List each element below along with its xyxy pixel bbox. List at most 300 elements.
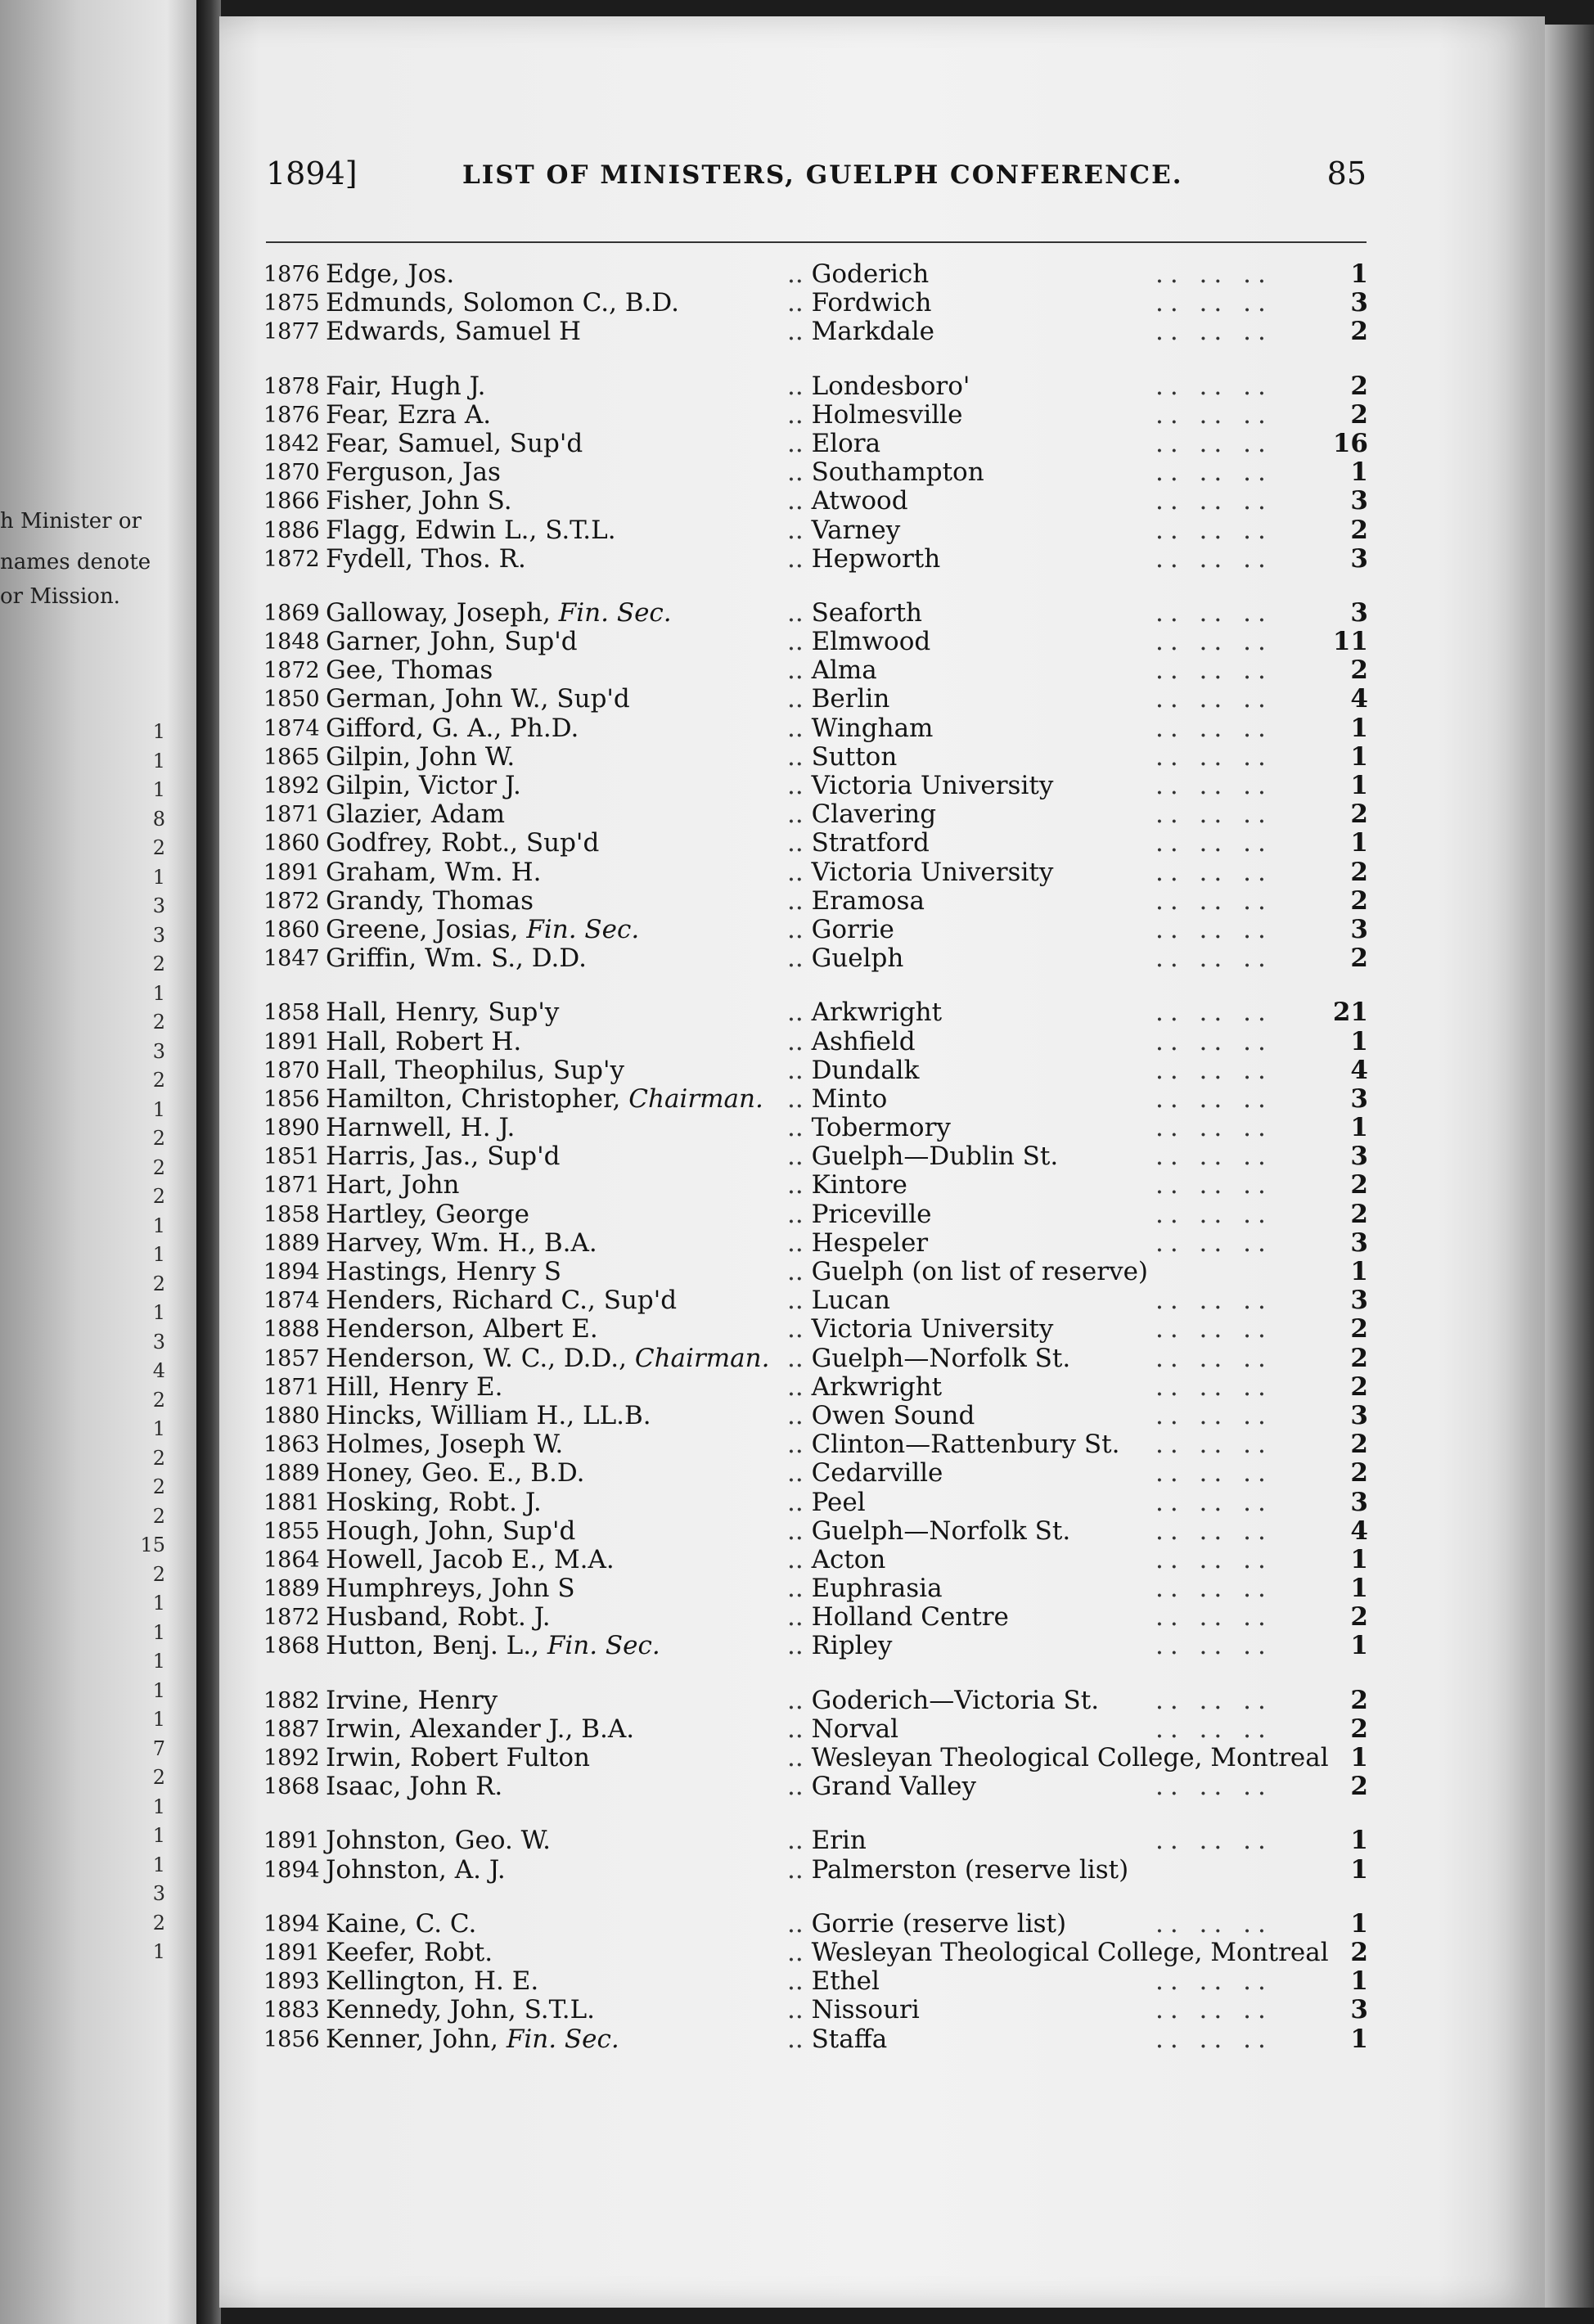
left-page-number: 4 (152, 1359, 165, 1382)
years-count: 1 (1350, 1574, 1368, 1604)
years-count: 1 (1350, 741, 1368, 772)
station: .. Grand Valley (787, 1772, 976, 1801)
left-page-fragment (0, 0, 196, 2324)
page-edge (1545, 25, 1594, 2308)
dot-leader: .. .. .. (1155, 515, 1272, 545)
entry-year: 1878 (263, 373, 320, 399)
entry-year: 1892 (263, 1745, 320, 1771)
minister-name-text: Humphreys, John S (326, 1574, 575, 1604)
station: .. Kintore (787, 1171, 907, 1200)
years-count: 2 (1350, 1343, 1368, 1373)
minister-name (326, 1772, 502, 1801)
entry-year: 1887 (263, 1716, 320, 1742)
page-title: LIST OF MINISTERS, GUELPH CONFERENCE. (462, 160, 1183, 190)
years-count: 1 (1350, 1966, 1368, 1997)
minister-entry (263, 1632, 1368, 1660)
dot-leader: .. .. .. (1155, 597, 1272, 628)
entry-year: 1894 (263, 1857, 320, 1883)
years-count: 2 (1350, 1714, 1368, 1744)
years-count: 2 (1350, 1170, 1368, 1200)
minister-name-text: Hutton, Benj. L., (326, 1631, 539, 1661)
entry-year: 1870 (263, 460, 320, 486)
entry-year: 1874 (263, 1288, 320, 1314)
dot-leader: .. .. .. (1155, 399, 1272, 430)
minister-entry (263, 1996, 1368, 2024)
dot-leader: .. .. .. (1155, 1966, 1272, 1997)
entry-year: 1891 (263, 859, 320, 885)
minister-entry (263, 858, 1368, 887)
minister-name (326, 487, 512, 516)
minister-name (326, 1344, 769, 1373)
minister-entry (263, 1373, 1368, 1402)
minister-name-text: Flagg, Edwin L., S.T.L. (326, 515, 616, 545)
minister-name-text: Graham, Wm. H. (326, 857, 542, 887)
station: .. Ripley (787, 1632, 892, 1660)
left-page-number: 1 (152, 1708, 165, 1731)
station: .. Elora (787, 430, 880, 458)
left-page-number: 2 (152, 1069, 165, 1092)
station: .. Southampton (787, 458, 984, 487)
years-count: 2 (1350, 944, 1368, 974)
minister-entry (263, 1200, 1368, 1229)
minister-entry (263, 1085, 1368, 1114)
dot-leader: .. .. .. (1155, 1083, 1272, 1114)
dot-leader: .. .. .. (1155, 317, 1272, 347)
station: .. Ashfield (787, 1028, 916, 1056)
entry-year: 1874 (263, 715, 320, 741)
left-page-number: 2 (152, 1911, 165, 1934)
minister-name-text: Ferguson, Jas (326, 457, 501, 488)
minister-name-text: Galloway, Joseph, (326, 597, 551, 628)
minister-entry (263, 1772, 1368, 1801)
office-note: Fin. Sec. (526, 914, 640, 944)
years-count: 1 (1350, 1026, 1368, 1056)
station: .. Cedarville (787, 1459, 943, 1488)
station: .. Gorrie (787, 916, 894, 944)
entry-year: 1891 (263, 1939, 320, 1966)
years-count: 1 (1350, 2024, 1368, 2054)
minister-entry (263, 1856, 1368, 1885)
minister-name (326, 516, 616, 545)
dot-leader: .. .. .. (1155, 1602, 1272, 1633)
minister-name-text: Kennedy, John, S.T.L. (326, 1995, 596, 2025)
entry-year: 1870 (263, 1057, 320, 1083)
station: .. Berlin (787, 685, 889, 714)
station: .. Arkwright (787, 1373, 942, 1402)
dot-leader: .. .. .. (1155, 1142, 1272, 1172)
minister-entry (263, 829, 1368, 858)
office-note: Chairman. (634, 1343, 770, 1373)
minister-name-text: Henders, Richard C., Sup'd (326, 1286, 678, 1316)
station: .. Guelph—Norfolk St. (787, 1517, 1070, 1546)
minister-entry (263, 916, 1368, 944)
dot-leader: .. .. .. (1155, 1055, 1272, 1085)
years-count: 1 (1350, 1908, 1368, 1939)
office-note: Fin. Sec. (506, 2024, 619, 2054)
entry-year: 1856 (263, 2026, 320, 2052)
entry-year: 1891 (263, 1828, 320, 1854)
dot-leader: .. .. .. (1155, 944, 1272, 974)
entry-year: 1856 (263, 1086, 320, 1112)
entry-year: 1891 (263, 1029, 320, 1055)
minister-name (326, 1085, 763, 1114)
left-page-number: 1 (152, 1592, 165, 1615)
entry-year: 1890 (263, 1115, 320, 1142)
minister-entry (263, 887, 1368, 916)
station: .. Gorrie (reserve list) (787, 1910, 1066, 1939)
left-page-number: 1 (152, 1243, 165, 1266)
years-count: 21 (1332, 998, 1368, 1028)
dot-leader: .. .. .. (1155, 627, 1272, 657)
minister-name-text: Harris, Jas., Sup'd (326, 1142, 561, 1172)
left-page-number: 1 (152, 749, 165, 772)
minister-name-text: Holmes, Joseph W. (326, 1430, 564, 1460)
years-count: 2 (1350, 1602, 1368, 1633)
minister-name (326, 829, 599, 858)
minister-entry (263, 1315, 1368, 1344)
years-count: 3 (1350, 288, 1368, 318)
station: .. Elmwood (787, 628, 930, 656)
minister-name-text: Glazier, Adam (326, 799, 505, 830)
dot-leader: .. .. .. (1155, 799, 1272, 830)
minister-entry (263, 1967, 1368, 1996)
minister-name-text: Hartley, George (326, 1199, 529, 1229)
minister-name (326, 1056, 624, 1085)
dot-leader: .. .. .. (1155, 1631, 1272, 1661)
left-page-number: 3 (152, 1330, 165, 1353)
entry-year: 1883 (263, 1997, 320, 2024)
minister-name (326, 1114, 515, 1142)
minister-name (326, 772, 521, 800)
minister-name (326, 1939, 493, 1967)
entry-year: 1876 (263, 262, 320, 287)
station: .. Tobermory (787, 1114, 951, 1142)
minister-name (326, 430, 583, 458)
minister-name (326, 1258, 561, 1286)
entry-year: 1871 (263, 1374, 320, 1400)
dot-leader: .. .. .. (1155, 713, 1272, 743)
years-count: 3 (1350, 1142, 1368, 1172)
years-count: 3 (1350, 1487, 1368, 1517)
years-count: 4 (1350, 1055, 1368, 1085)
minister-name-text: Irwin, Alexander J., B.A. (326, 1714, 635, 1744)
minister-entry (263, 1517, 1368, 1546)
entry-year: 1858 (263, 1000, 320, 1026)
dot-leader: .. .. .. (1155, 914, 1272, 944)
station: .. Clavering (787, 800, 936, 829)
entry-year: 1872 (263, 888, 320, 914)
minister-name (326, 1715, 634, 1744)
minister-name (326, 1517, 575, 1546)
minister-name (326, 2025, 619, 2054)
left-page-number: 2 (152, 1155, 165, 1179)
minister-entry (263, 656, 1368, 685)
station: .. Goderich (787, 260, 929, 289)
years-count: 3 (1350, 1227, 1368, 1258)
left-page-number: 3 (152, 894, 165, 917)
entry-year: 1868 (263, 1774, 320, 1800)
minister-entry (263, 545, 1368, 574)
minister-name (326, 1286, 677, 1315)
minister-name-text: Husband, Robt. J. (326, 1602, 551, 1633)
years-count: 3 (1350, 543, 1368, 574)
minister-name (326, 1574, 575, 1603)
minister-name-text: Edwards, Samuel H (326, 317, 581, 347)
station: .. Acton (787, 1546, 885, 1574)
left-page-number: 3 (152, 1039, 165, 1063)
office-note: Chairman. (628, 1083, 763, 1114)
station: .. Priceville (787, 1200, 931, 1229)
minister-name-text: Hosking, Robt. J. (326, 1487, 542, 1517)
minister-entry (263, 1344, 1368, 1373)
minister-entry (263, 1744, 1368, 1772)
entry-year: 1875 (263, 290, 320, 317)
dot-leader: .. .. .. (1155, 486, 1272, 516)
station: .. Guelph (787, 944, 903, 973)
left-page-number: 2 (152, 1185, 165, 1208)
years-count: 2 (1350, 1371, 1368, 1402)
minister-name-text: Harvey, Wm. H., B.A. (326, 1227, 597, 1258)
station: .. Varney (787, 516, 900, 545)
years-count: 2 (1350, 317, 1368, 347)
minister-entry (263, 685, 1368, 714)
dot-leader: .. .. .. (1155, 885, 1272, 916)
dot-leader: .. .. .. (1155, 1544, 1272, 1574)
minister-name (326, 1489, 542, 1517)
minister-name (326, 1028, 521, 1056)
station: .. Staffa (787, 2025, 887, 2054)
book-gutter (196, 0, 221, 2324)
dot-leader: .. .. .. (1155, 2024, 1272, 2054)
dot-leader: .. .. .. (1155, 259, 1272, 289)
dot-leader: .. .. .. (1155, 1371, 1272, 1402)
dot-leader: .. .. .. (1155, 1314, 1272, 1344)
minister-name-text: Godfrey, Robt., Sup'd (326, 828, 600, 858)
entry-year: 1860 (263, 917, 320, 943)
station: .. Atwood (787, 487, 908, 516)
minister-name-text: Irvine, Henry (326, 1685, 498, 1715)
minister-name (326, 1826, 551, 1855)
minister-name-text: Kellington, H. E. (326, 1966, 539, 1997)
minister-entry (263, 458, 1368, 487)
minister-name (326, 1459, 584, 1488)
station: .. Goderich—Victoria St. (787, 1687, 1099, 1715)
minister-name-text: Grandy, Thomas (326, 885, 534, 916)
years-count: 1 (1350, 828, 1368, 858)
dot-leader: .. .. .. (1155, 828, 1272, 858)
minister-name (326, 1603, 551, 1632)
minister-entry (263, 1258, 1368, 1286)
entry-year: 1877 (263, 319, 320, 345)
minister-name-text: Gilpin, Victor J. (326, 771, 521, 800)
station: .. Wesleyan Theological College, Montreal (787, 1744, 1329, 1772)
minister-name-text: Griffin, Wm. S., D.D. (326, 944, 587, 974)
years-count: 3 (1350, 914, 1368, 944)
minister-name-text: Irwin, Robert Fulton (326, 1743, 590, 1772)
dot-leader: .. .. .. (1155, 1458, 1272, 1489)
minister-entry (263, 2025, 1368, 2054)
years-count: 1 (1350, 1743, 1368, 1772)
entry-year: 1871 (263, 802, 320, 828)
dot-leader: .. .. .. (1155, 1227, 1272, 1258)
minister-name (326, 1171, 460, 1200)
minister-name (326, 998, 559, 1027)
minister-name-text: Harnwell, H. J. (326, 1113, 516, 1143)
station: .. Victoria University (787, 1315, 1053, 1344)
minister-name-text: Fear, Samuel, Sup'd (326, 428, 583, 458)
years-count: 2 (1350, 1937, 1368, 1967)
entry-year: 1847 (263, 946, 320, 972)
dot-leader: .. .. .. (1155, 1400, 1272, 1430)
station: .. Clinton—Rattenbury St. (787, 1430, 1119, 1459)
left-page-number: 1 (152, 1620, 165, 1644)
dot-leader: .. .. .. (1155, 1685, 1272, 1715)
minister-entry (263, 260, 1368, 289)
station: .. Dundalk (787, 1056, 919, 1085)
minister-name-text: Isaac, John R. (326, 1772, 503, 1802)
minister-name (326, 458, 501, 487)
minister-entry (263, 1056, 1368, 1085)
left-page-text: names denote (0, 550, 151, 574)
left-page-number: 2 (152, 1127, 165, 1150)
dot-leader: .. .. .. (1155, 684, 1272, 714)
minister-entry (263, 944, 1368, 973)
minister-name (326, 887, 534, 916)
left-page-number: 1 (152, 720, 165, 743)
entry-year: 1881 (263, 1489, 320, 1516)
years-count: 2 (1350, 1772, 1368, 1802)
office-note: Fin. Sec. (558, 597, 672, 628)
left-page-text: or Mission. (0, 584, 120, 609)
years-count: 2 (1350, 399, 1368, 430)
minister-entry (263, 1826, 1368, 1855)
station: .. Holmesville (787, 401, 962, 430)
left-page-number: 1 (152, 1417, 165, 1440)
left-page-number: 2 (152, 1388, 165, 1412)
minister-name-text: Fear, Ezra A. (326, 399, 492, 430)
minister-entry (263, 487, 1368, 516)
page-number: 85 (1326, 155, 1367, 191)
station: .. Sutton (787, 743, 897, 772)
dot-leader: .. .. .. (1155, 543, 1272, 574)
station: .. Euphrasia (787, 1574, 943, 1603)
station: .. Peel (787, 1489, 866, 1517)
minister-entry (263, 1603, 1368, 1632)
entry-year: 1864 (263, 1547, 320, 1573)
entry-year: 1865 (263, 744, 320, 770)
left-page-number: 8 (152, 807, 165, 831)
entry-year: 1886 (263, 517, 320, 543)
entry-year: 1851 (263, 1144, 320, 1170)
minister-name (326, 1967, 538, 1996)
entry-year: 1872 (263, 658, 320, 684)
minister-name-text: German, John W., Sup'd (326, 684, 630, 714)
minister-name-text: Gifford, G. A., Ph.D. (326, 713, 579, 743)
minister-name-text: Hincks, William H., LL.B. (326, 1400, 651, 1430)
entry-year: 1869 (263, 600, 320, 626)
left-page-number: 2 (152, 1272, 165, 1295)
minister-name (326, 599, 672, 628)
left-page-number: 1 (152, 1650, 165, 1673)
years-count: 11 (1332, 627, 1368, 657)
minister-name-text: Johnston, Geo. W. (326, 1826, 551, 1856)
left-page-text: h Minister or (0, 509, 142, 534)
minister-name (326, 685, 630, 714)
left-page-number: 2 (152, 953, 165, 975)
minister-name-text: Henderson, W. C., D.D., (326, 1343, 627, 1373)
minister-entry (263, 1910, 1368, 1939)
dot-leader: .. .. .. (1155, 457, 1272, 488)
minister-name-text: Edmunds, Solomon C., B.D. (326, 288, 680, 318)
station: .. Owen Sound (787, 1402, 975, 1430)
minister-name (326, 1687, 498, 1715)
minister-name-text: Hall, Robert H. (326, 1026, 522, 1056)
dot-leader: .. .. .. (1155, 1286, 1272, 1316)
station: .. Guelph—Norfolk St. (787, 1344, 1070, 1373)
station: .. Hepworth (787, 545, 940, 574)
minister-name (326, 1856, 506, 1885)
station: .. Stratford (787, 829, 930, 858)
minister-entry (263, 1171, 1368, 1200)
minister-entry (263, 1402, 1368, 1430)
minister-entry (263, 1229, 1368, 1258)
entry-year: 1889 (263, 1461, 320, 1487)
station: .. Markdale (787, 318, 934, 346)
station: .. Holland Centre (787, 1603, 1009, 1632)
minister-name (326, 1632, 660, 1660)
left-page-number: 1 (152, 865, 165, 889)
station: .. Wesleyan Theological College, Montreal (787, 1939, 1329, 1967)
years-count: 2 (1350, 885, 1368, 916)
minister-entry (263, 1574, 1368, 1603)
dot-leader: .. .. .. (1155, 998, 1272, 1028)
station: .. Victoria University (787, 858, 1053, 887)
minister-entry (263, 401, 1368, 430)
minister-name-text: Hart, John (326, 1170, 460, 1200)
years-count: 1 (1350, 259, 1368, 289)
station: .. Wingham (787, 714, 933, 743)
minister-name (326, 944, 587, 973)
minister-name-text: Greene, Josias, (326, 914, 519, 944)
minister-name-text: Hall, Henry, Sup'y (326, 998, 560, 1028)
entry-year: 1889 (263, 1230, 320, 1256)
minister-entry (263, 289, 1368, 318)
minister-name-text: Hill, Henry E. (326, 1371, 503, 1402)
minister-entry (263, 1430, 1368, 1459)
years-count: 3 (1350, 1083, 1368, 1114)
years-count: 3 (1350, 1400, 1368, 1430)
dot-leader: .. .. .. (1155, 1908, 1272, 1939)
minister-name (326, 289, 679, 318)
years-count: 1 (1350, 1544, 1368, 1574)
left-page-number: 1 (152, 1678, 165, 1702)
minister-entry (263, 1459, 1368, 1488)
minister-name-text: Fair, Hugh J. (326, 371, 486, 401)
left-page-number: 1 (152, 778, 165, 801)
dot-leader: .. .. .. (1155, 1430, 1272, 1460)
dot-leader: .. .. .. (1155, 1516, 1272, 1546)
dot-leader: .. .. .. (1155, 857, 1272, 887)
years-count: 3 (1350, 1286, 1368, 1316)
minister-entry (263, 372, 1368, 401)
station: .. Nissouri (787, 1996, 920, 2024)
minister-name-text: Edge, Jos. (326, 259, 455, 289)
minister-entry (263, 743, 1368, 772)
dot-leader: .. .. .. (1155, 655, 1272, 686)
dot-leader: .. .. .. (1155, 1487, 1272, 1517)
minister-name-text: Henderson, Albert E. (326, 1314, 598, 1344)
minister-name-text: Kaine, C. C. (326, 1908, 477, 1939)
